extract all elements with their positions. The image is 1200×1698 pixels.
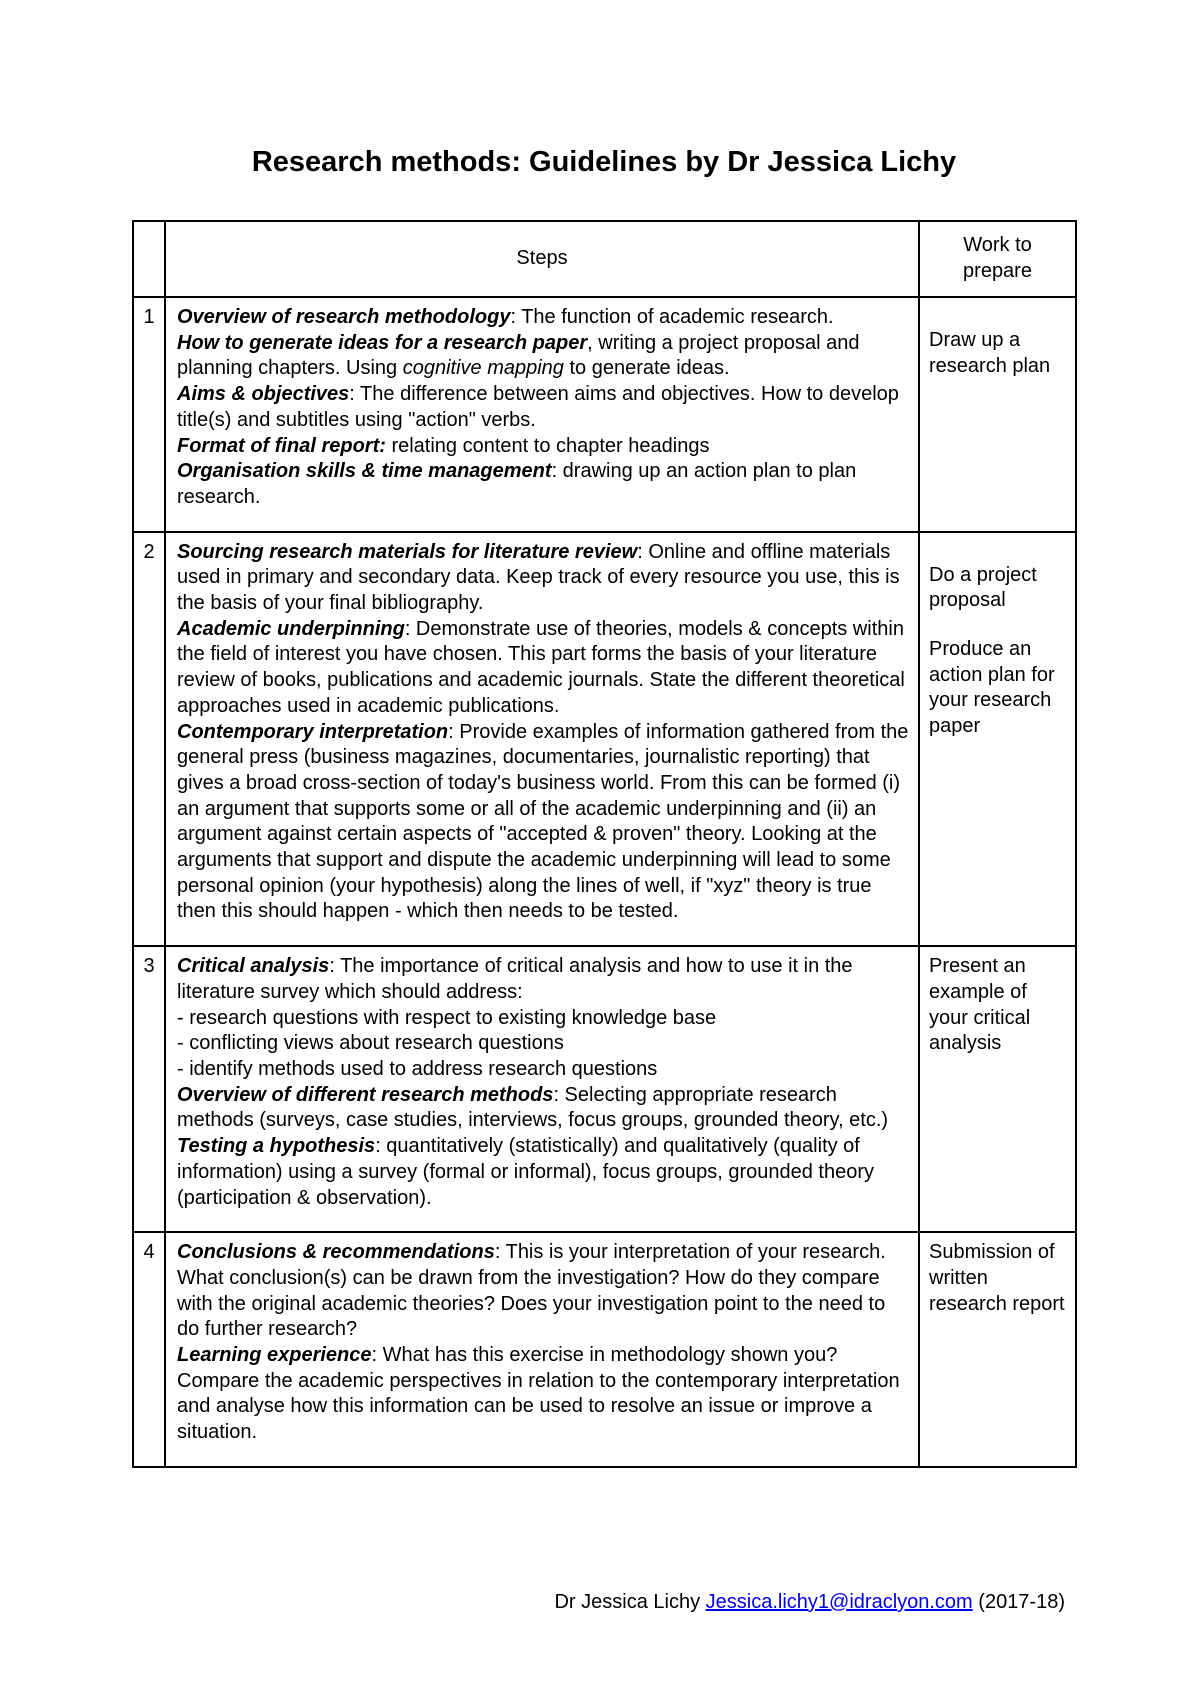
step-text: : The function of academic research. bbox=[510, 306, 834, 328]
step-paragraph bbox=[177, 331, 910, 382]
step-heading: Format of final report: bbox=[177, 434, 386, 457]
step-paragraph bbox=[177, 540, 910, 617]
step-emphasis: cognitive mapping bbox=[402, 357, 564, 380]
step-heading: Contemporary interpretation bbox=[177, 720, 449, 743]
step-heading: Learning experience bbox=[177, 1344, 372, 1367]
work-cell bbox=[919, 532, 1076, 947]
step-number: 3 bbox=[133, 946, 165, 1232]
table-row bbox=[133, 946, 1076, 1232]
step-paragraph bbox=[177, 459, 910, 510]
step-paragraph bbox=[177, 1134, 910, 1211]
step-heading: Aims & objectives bbox=[177, 383, 350, 406]
step-text: : Provide examples of information gathered from the general press (business magazines, documentaries, journalistic reporting) that gives a broad cross-section of today's business world. From this can be formed (i) an argument that supports some or all of the academic underpinning and (ii) an argument against certain aspects of "accepted & proven" theory. Looking at the arguments that support and dispute the academic underpinning will lead to some personal opinion (your hypothesis) along the lines of well, if "xyz" theory is true then this should happen - which then needs to be tested. bbox=[177, 720, 909, 923]
step-paragraph bbox=[177, 1031, 910, 1057]
step-paragraph bbox=[177, 720, 910, 926]
step-heading: Conclusions & recommendations bbox=[177, 1241, 495, 1264]
step-heading: Overview of different research methods bbox=[177, 1083, 554, 1106]
work-item: Submission of written research report bbox=[929, 1241, 1065, 1315]
step-paragraph bbox=[177, 434, 910, 460]
step-text: - identify methods used to address research questions bbox=[177, 1057, 658, 1080]
steps-cell bbox=[165, 1232, 919, 1467]
footer-author: Dr Jessica Lichy bbox=[554, 1591, 701, 1613]
table-header-row bbox=[133, 221, 1076, 297]
step-text: : Demonstrate use of theories, models & concepts within the field of interest you have chosen. This part forms the basis of your literature review of books, publications and academic journals. State the different theoretical approaches used in academic publications. bbox=[177, 617, 905, 717]
step-paragraph bbox=[177, 954, 910, 1005]
page-title: Research methods: Guidelines by Dr Jessica Lichy bbox=[251, 146, 957, 178]
step-heading: Sourcing research materials for literature review bbox=[177, 540, 638, 563]
steps-cell bbox=[165, 532, 919, 947]
step-heading: Overview of research methodology bbox=[177, 306, 511, 328]
step-paragraph bbox=[177, 617, 910, 720]
step-heading: Testing a hypothesis bbox=[177, 1135, 376, 1158]
header-steps: Steps bbox=[165, 221, 919, 297]
step-text: - conflicting views about research questions bbox=[177, 1032, 564, 1055]
step-text: : Selecting appropriate research methods (surveys, case studies, interviews, focus groups, grounded theory, etc.) bbox=[177, 1083, 889, 1132]
step-text: : drawing up an action plan to plan research. bbox=[177, 460, 857, 508]
table-row bbox=[133, 532, 1076, 947]
step-number: 4 bbox=[133, 1232, 165, 1467]
step-text: : quantitatively (statistically) and qualitatively (quality of information) using a survey (formal or informal), focus groups, grounded theory (participation & observation). bbox=[177, 1135, 874, 1209]
step-text: , writing a project proposal and planning chapters. Using bbox=[177, 331, 860, 380]
table-row bbox=[133, 297, 1076, 532]
step-text: : The difference between aims and objectives. How to develop title(s) and subtitles using "action" verbs. bbox=[177, 383, 899, 431]
work-cell bbox=[919, 297, 1076, 532]
steps-cell bbox=[165, 297, 919, 532]
step-text: : What has this exercise in methodology shown you? Compare the academic perspectives in relation to the contemporary interpretation and analyse how this information can be used to resolve an issue or improve a situation. bbox=[177, 1344, 900, 1444]
steps-cell bbox=[165, 946, 919, 1232]
step-paragraph bbox=[177, 1057, 910, 1083]
header-work-to-prepare: Work to prepare bbox=[919, 221, 1076, 297]
work-item: Produce an action plan for your research paper bbox=[929, 638, 1055, 738]
step-paragraph bbox=[177, 382, 910, 433]
footer bbox=[554, 1591, 1065, 1614]
step-paragraph bbox=[177, 1006, 910, 1032]
step-number: 1 bbox=[133, 297, 165, 532]
work-item: Draw up a research plan bbox=[929, 329, 1051, 377]
work-item: Do a project proposal bbox=[929, 563, 1037, 612]
footer-years: (2017-18) bbox=[978, 1591, 1065, 1613]
footer-email-link[interactable]: Jessica.lichy1@idraclyon.com bbox=[705, 1591, 973, 1613]
step-text: - research questions with respect to existing knowledge base bbox=[177, 1006, 717, 1029]
work-cell bbox=[919, 1232, 1076, 1467]
table-row bbox=[133, 1232, 1076, 1467]
step-paragraph bbox=[177, 1083, 910, 1134]
step-text: to generate ideas. bbox=[563, 357, 730, 380]
step-paragraph bbox=[177, 1240, 910, 1343]
header-number-cell bbox=[133, 221, 165, 297]
guidelines-table bbox=[132, 220, 1077, 1468]
step-number: 2 bbox=[133, 532, 165, 947]
step-heading: Critical analysis bbox=[177, 955, 330, 978]
step-paragraph bbox=[177, 1343, 910, 1446]
step-text: : This is your interpretation of your research. What conclusion(s) can be drawn from the investigation? How do they compare with the original academic theories? Does your investigation point to the need to do further research? bbox=[177, 1241, 886, 1341]
work-item: Present an example of your critical analysis bbox=[929, 955, 1031, 1055]
step-text: relating content to chapter headings bbox=[385, 434, 710, 457]
step-text: : The importance of critical analysis and how to use it in the literature survey which should address: bbox=[177, 955, 853, 1003]
step-heading: How to generate ideas for a research paper bbox=[177, 331, 588, 354]
step-heading: Organisation skills & time management bbox=[177, 460, 552, 483]
step-paragraph bbox=[177, 305, 910, 331]
step-text: : Online and offline materials used in primary and secondary data. Keep track of every resource you use, this is the basis of your final bibliography. bbox=[177, 540, 900, 615]
step-heading: Academic underpinning bbox=[177, 617, 405, 640]
work-cell bbox=[919, 946, 1076, 1232]
